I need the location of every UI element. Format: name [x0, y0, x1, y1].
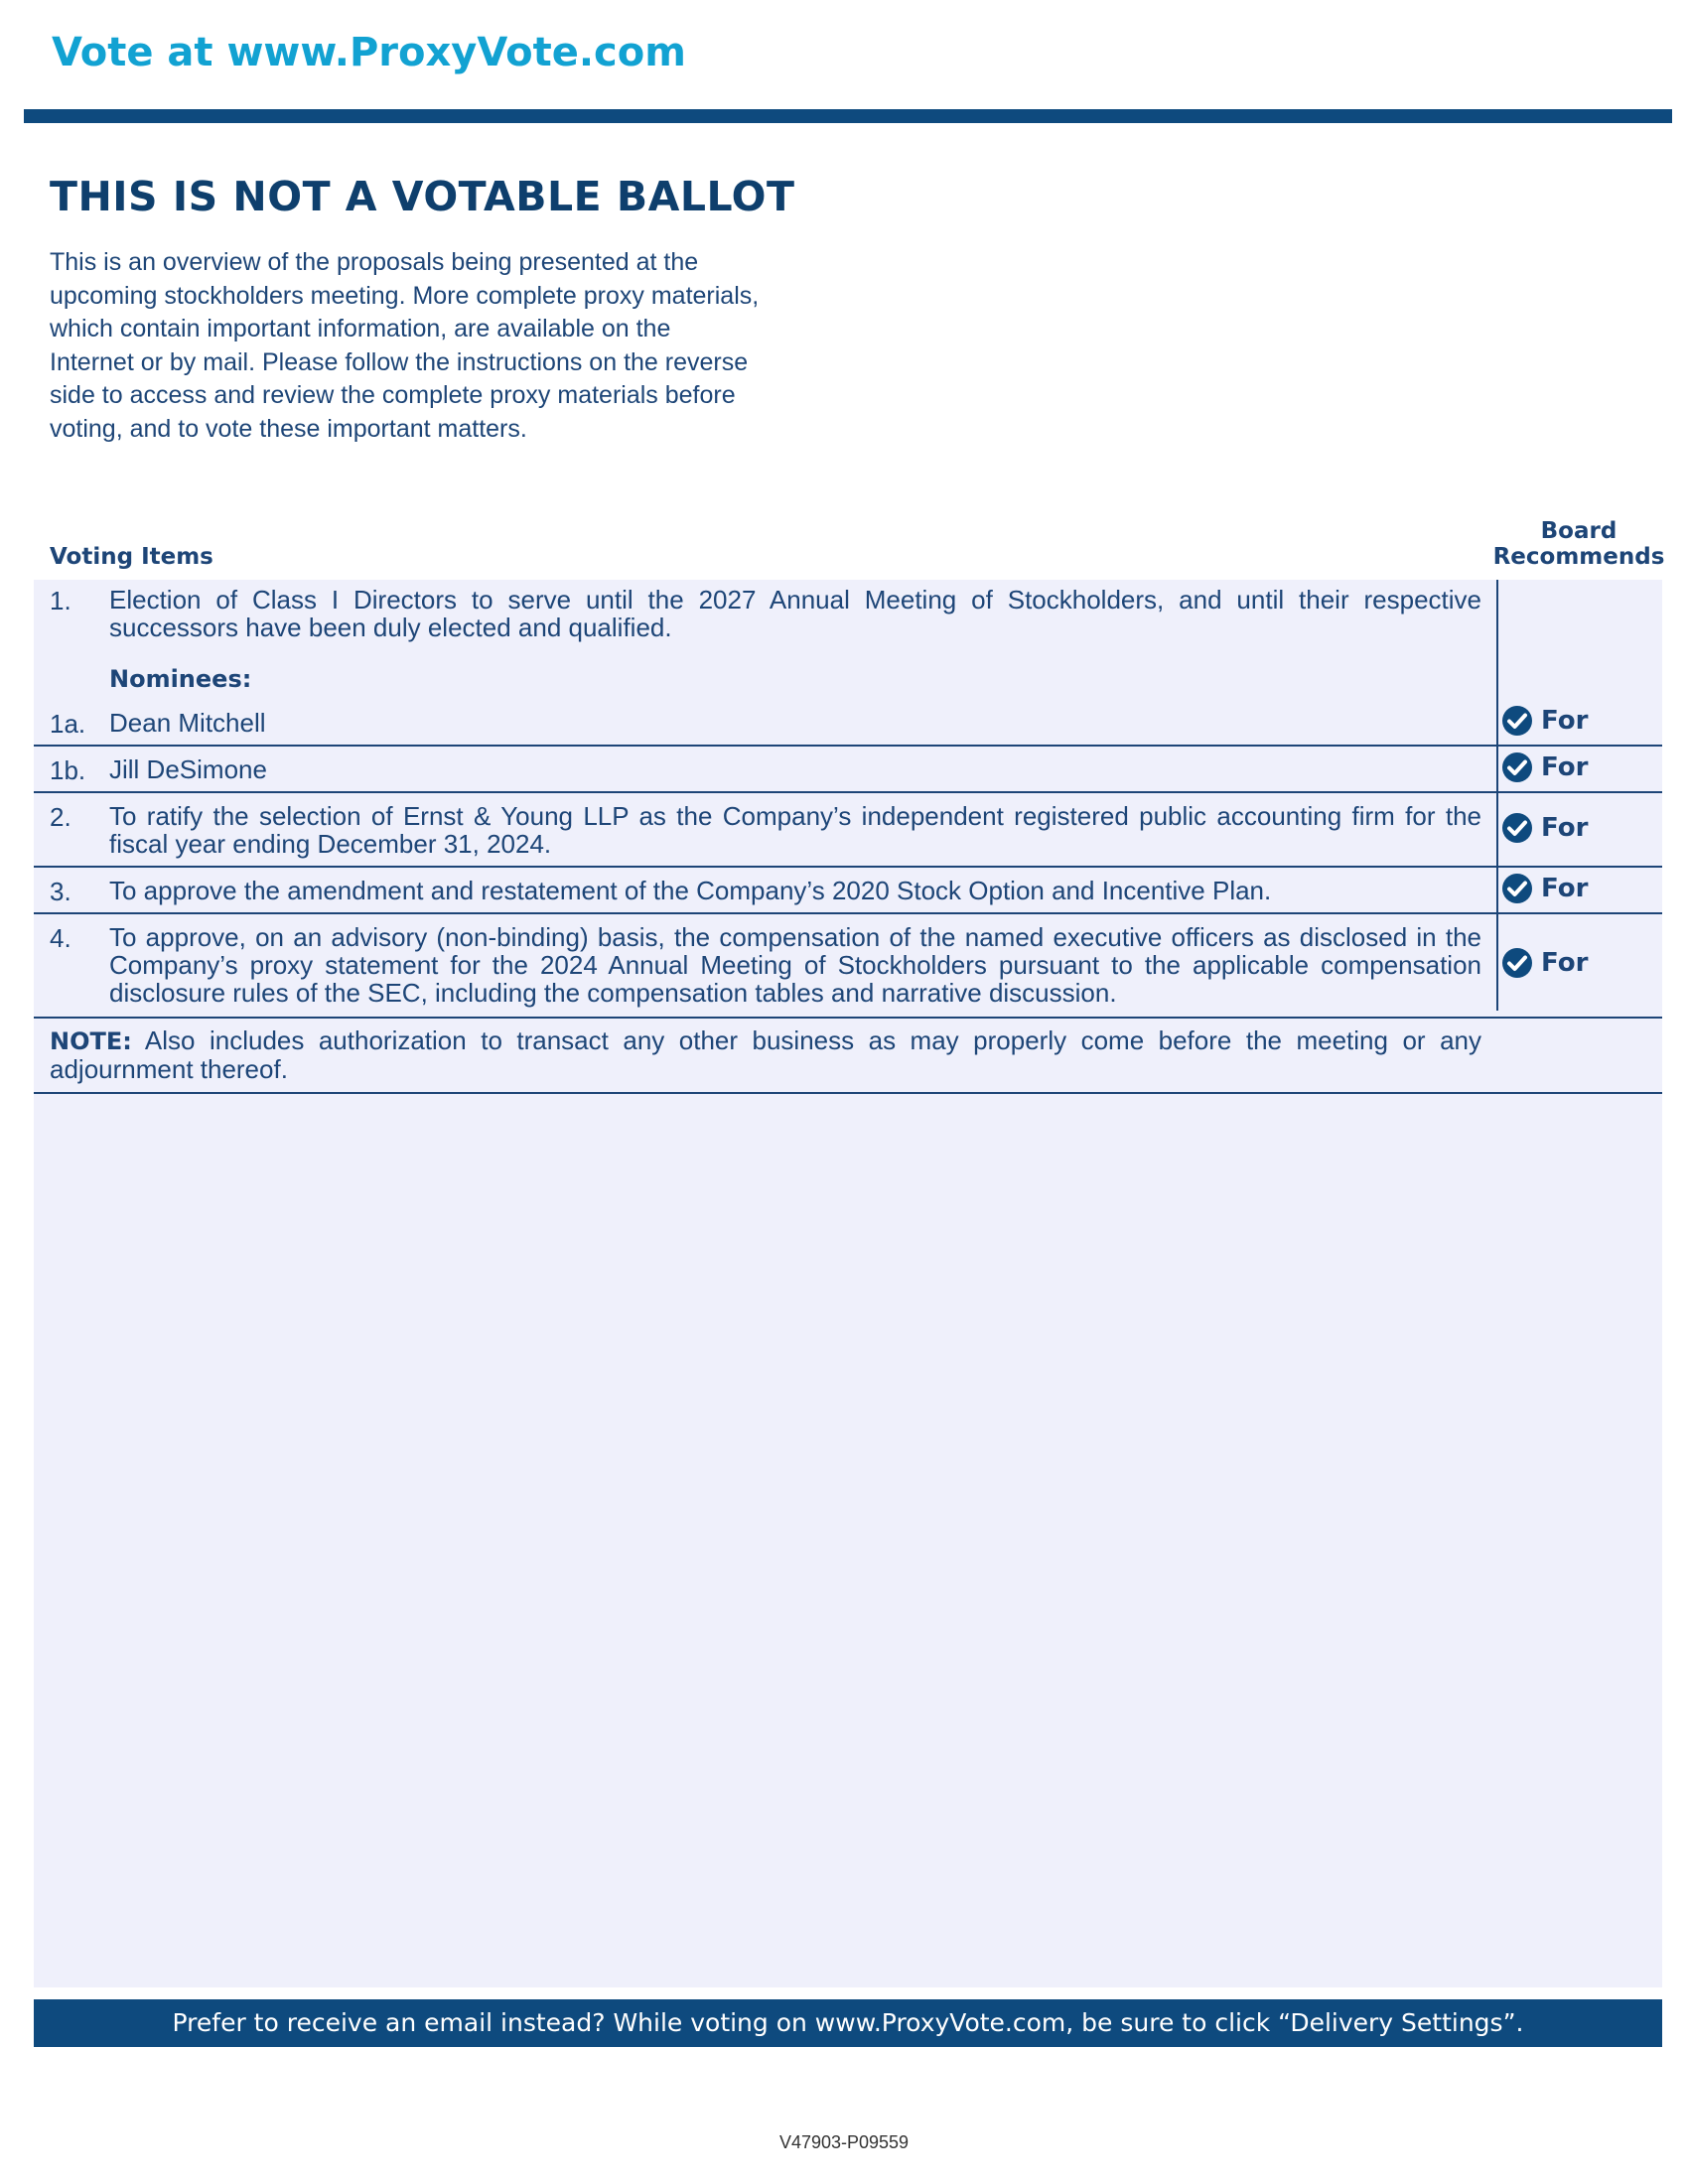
board-recommends-header: [1489, 518, 1668, 570]
header-divider: [24, 109, 1672, 123]
board-recommendation: [1501, 705, 1588, 737]
nominee-name: Dean Mitchell: [109, 708, 266, 738]
intro-line: upcoming stockholders meeting. More complete proxy materials,: [50, 281, 760, 310]
item-number: 1.: [50, 586, 71, 615]
check-circle-icon: [1501, 947, 1533, 979]
item-text: To approve the amendment and restatement of the Company’s 2020 Stock Option and Incentive Plan.: [109, 876, 1272, 905]
page-title: THIS IS NOT A VOTABLE BALLOT: [50, 173, 795, 220]
board-recommendation: [1501, 751, 1588, 783]
item-number: 4.: [50, 923, 71, 953]
row-divider: [34, 1017, 1662, 1019]
nominees-label: Nominees:: [109, 665, 252, 693]
intro-paragraph: [50, 246, 844, 446]
row-divider: [34, 791, 1662, 793]
check-circle-icon: [1501, 812, 1533, 844]
recommendation-label: For: [1541, 813, 1589, 843]
email-delivery-banner: Prefer to receive an email instead? While voting on www.ProxyVote.com, be sure to click “Delivery Settings”.: [34, 1999, 1662, 2047]
check-circle-icon: [1501, 705, 1533, 737]
intro-line: voting, and to vote these important matters.: [50, 414, 527, 443]
recommendation-label: For: [1541, 948, 1589, 978]
note-paragraph: [50, 1026, 1481, 1083]
control-code: V47903-P09559: [778, 2132, 910, 2152]
intro-line: This is an overview of the proposals being presented at the: [50, 248, 699, 276]
item-text: To ratify the selection of Ernst & Young LLP as the Company’s independent registered public accounting firm for the fiscal year ending December 31, 2024.: [109, 801, 1481, 859]
item-number: 3.: [50, 877, 71, 906]
nominee-name: Jill DeSimone: [109, 754, 267, 784]
note-divider: [34, 1092, 1662, 1094]
note-text: Also includes authorization to transact any other business as may properly come before the meeting or any adjournment thereof.: [50, 1025, 1481, 1084]
intro-line: side to access and review the complete proxy materials before: [50, 381, 736, 409]
item-number: 2.: [50, 802, 71, 832]
item-number: 1b.: [50, 755, 86, 785]
row-divider: [34, 866, 1662, 868]
item-text: To approve, on an advisory (non-binding) basis, the compensation of the named executive officers as disclosed in the Company’s proxy statement for the 2024 Annual Meeting of Stockholders pursuant to the applicable compensation disclosure rules of the SEC, including the compensation tables and narrative discussion.: [109, 922, 1481, 1008]
intro-line: Internet or by mail. Please follow the instructions on the reverse: [50, 347, 749, 376]
row-divider: [34, 745, 1662, 747]
board-header-line: Recommends: [1492, 544, 1665, 570]
item-text: Election of Class I Directors to serve until the 2027 Annual Meeting of Stockholders, and until their respective successors have been duly elected and qualified.: [109, 585, 1481, 642]
item-number: 1a.: [50, 709, 86, 739]
row-divider: [34, 912, 1662, 914]
note-label: NOTE:: [50, 1027, 132, 1055]
check-circle-icon: [1501, 751, 1533, 783]
recommendation-label: For: [1541, 706, 1589, 736]
intro-line: which contain important information, are available on the: [50, 315, 671, 342]
board-recommendation: [1501, 873, 1588, 904]
check-circle-icon: [1501, 873, 1533, 904]
proxyvote-link[interactable]: Vote at www.ProxyVote.com: [52, 30, 686, 75]
board-recommendation: [1501, 812, 1588, 844]
recommendation-label: For: [1541, 874, 1589, 903]
board-header-line: Board: [1540, 518, 1618, 544]
board-recommendation: [1501, 947, 1588, 979]
voting-items-header: Voting Items: [50, 544, 213, 570]
recommendation-column-divider: [1496, 580, 1498, 1011]
recommendation-label: For: [1541, 752, 1589, 782]
